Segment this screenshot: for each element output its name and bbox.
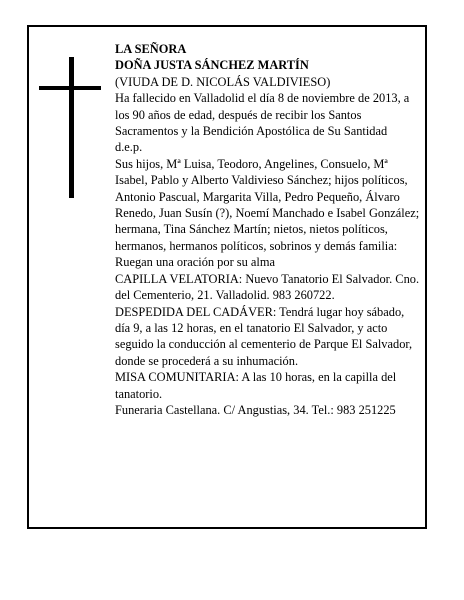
obituary-notice <box>27 25 427 529</box>
mass-info: MISA COMUNITARIA: A las 10 horas, en la capilla del tanatorio. <box>115 370 397 401</box>
deceased-name: DOÑA JUSTA SÁNCHEZ MARTÍN <box>115 58 309 73</box>
farewell-info: DESPEDIDA DEL CADÁVER: Tendrá lugar hoy sábado, día 9, a las 12 horas, en el tanatorio El Salvador, y acto seguido la conducción al cementerio de Parque El Salvador, donde se procederá a su inhumación. <box>115 304 413 368</box>
heading-title: LA SEÑORA <box>115 42 187 56</box>
prayer-request: Ruegan una oración por su alma <box>115 255 275 270</box>
chapel-info: CAPILLA VELATORIA: Nuevo Tanatorio El Salvador. Cno. del Cementerio, 21. Valladolid. 983 260722. <box>115 271 420 303</box>
cross-horizontal-bar <box>39 86 101 90</box>
obituary-text <box>115 41 421 418</box>
widow-of-line: (VIUDA DE D. NICOLÁS VALDIVIESO) <box>115 74 331 89</box>
rip-line: d.e.p. <box>115 140 143 155</box>
cross-vertical-bar <box>69 57 74 198</box>
death-notice: Ha fallecido en Valladolid el día 8 de noviembre de 2013, a los 90 años de edad, después de recibir los Santos Sacramentos y la Bendición Apostólica de Su Santidad <box>115 91 410 139</box>
family-list: Sus hijos, Mª Luisa, Teodoro, Angelines, Consuelo, Mª Isabel, Pablo y Alberto Valdivieso Sánchez; hijos políticos, Antonio Pascual, Margarita Villa, Pedro Pequeño, Álvaro Renedo, Juan Susín (?), Noemí Manchado e Isabel González; hermana, Tina Sánchez Martín; nietos, nietos políticos, hermanos, hermanos políticos, sobrinos y demás familia: <box>115 156 420 253</box>
funeral-home-info: Funeraria Castellana. C/ Angustias, 34. Tel.: 983 251225 <box>115 402 396 417</box>
